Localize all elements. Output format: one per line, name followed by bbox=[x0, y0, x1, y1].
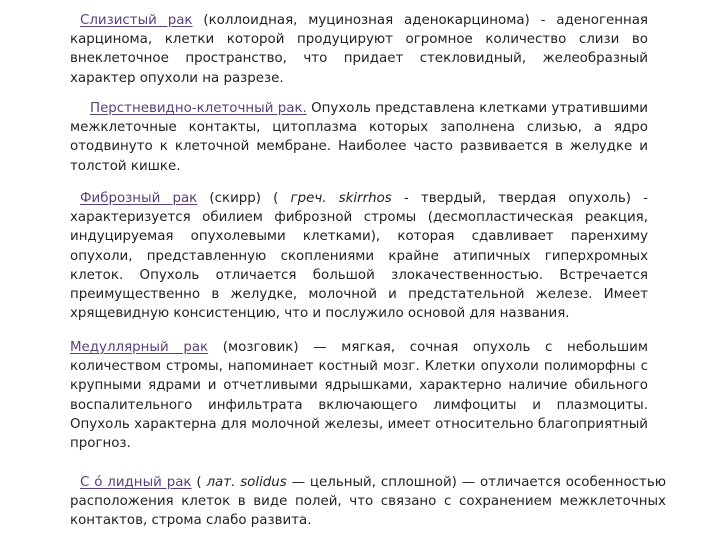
paragraph-signet-ring-carcinoma bbox=[70, 99, 648, 176]
term-signet-ring-carcinoma: Перстневидно-клеточный рак. bbox=[90, 101, 307, 116]
term-solid-carcinoma: С о́ лидный рак bbox=[80, 475, 192, 490]
paragraph-text: (мозговик) — мягкая, сочная опухоль с небольшим количеством стромы, напоминает костный мозг. Клетки опухоли полиморфны с крупными ядрами и отчетливыми ядрышками, характерно наличие обильного воспалительного инфильтрата включающего лимфоциты и плазмоциты. Опухоль характерна для молочной железы, имеет относительно благоприятный прогноз. bbox=[70, 340, 648, 452]
paragraph-text: Опухоль представлена клетками утратившими межклеточные контакты, цитоплазма которых заполнена слизью, а ядро отодвинуто к клеточной мембране. Наиболее часто развивается в желудке и толстой кишке. bbox=[70, 101, 648, 174]
term-mucinous-carcinoma: Слизистый рак bbox=[80, 13, 193, 28]
term-medullary-carcinoma: Медуллярный рак bbox=[70, 340, 209, 355]
paragraph-medullary-carcinoma bbox=[70, 338, 648, 453]
paragraph-text: — цельный, сплошной) — отличается особенностью расположения клеток в виде полей, что связано с сохранением межклеточных контактов, строма слабо развита. bbox=[70, 475, 666, 529]
paragraph-text: (скирр) ( bbox=[197, 191, 291, 206]
paragraph-text: ( bbox=[191, 475, 207, 490]
paragraph-fibrous-carcinoma bbox=[70, 189, 648, 323]
paragraph-text: (коллоидная, муцинозная аденокарцинома) - аденогенная карцинома, клетки которой продуцируют огромное количество слизи во внеклеточное пространство, что придает стекловидный, желеобразный характер опухоли на разрезе. bbox=[70, 13, 648, 86]
etymology-greek: греч. skirrhos bbox=[290, 191, 392, 206]
paragraph-solid-carcinoma bbox=[70, 473, 666, 531]
paragraph-mucinous-carcinoma bbox=[70, 11, 648, 88]
paragraph-text: - твердый, твердая опухоль) - характеризуется обилием фиброзной стромы (десмопластическая реакция, индуцируемая опухолевыми клетками), которая сдавливает паренхиму опухоли, представленную скоплениями крайне атипичных гиперхромных клеток. Опухоль отличается большой злокачественностью. Встречается преимущественно в желудке, молочной и предстательной железе. Имеет хрящевидную консистенцию, что и послужило основой для названия. bbox=[70, 191, 648, 322]
term-fibrous-carcinoma: Фиброзный рак bbox=[80, 191, 198, 206]
etymology-latin: лат. solidus bbox=[206, 475, 287, 490]
